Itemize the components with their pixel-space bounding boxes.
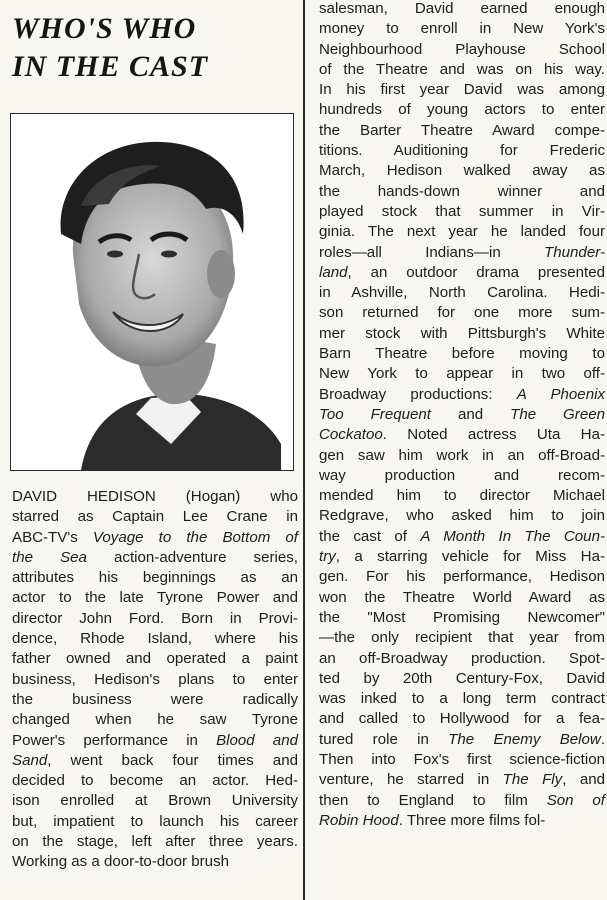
text-line (319, 80, 605, 100)
body-text: , went back four times and (47, 751, 298, 769)
body-text: Working as a door-to-door brush (12, 853, 230, 871)
body-text: salesman, David earned enough (319, 0, 605, 17)
body-text: father owned and operated a paint (12, 650, 298, 668)
body-text: In his first year David was among (319, 81, 605, 99)
body-text: but, impatient to launch his career (12, 812, 298, 830)
text-line (319, 60, 605, 80)
body-text: played stock that summer in Vir- (319, 202, 605, 220)
body-text: . Noted actress Uta Ha- (382, 426, 605, 444)
column-divider (303, 0, 305, 900)
body-text: , and (562, 771, 606, 789)
body-text: the Barter Theatre Award compe- (319, 121, 605, 139)
body-text: an off-Broadway production. Spot- (319, 649, 605, 667)
text-line (319, 100, 605, 120)
body-text: ginia. The next year he landed four (319, 223, 605, 241)
text-line (319, 791, 605, 811)
body-text: was inked to a long term contract (319, 690, 605, 708)
text-line (319, 344, 605, 364)
italic-title-text: try (319, 548, 336, 566)
text-line (319, 527, 605, 547)
left-article-column (12, 487, 298, 873)
text-line (12, 751, 298, 771)
text-line (12, 609, 298, 629)
text-line (12, 670, 298, 690)
italic-title-text: Too Frequent (319, 405, 431, 423)
text-line (319, 689, 605, 709)
text-line (319, 750, 605, 770)
text-line (319, 425, 605, 445)
body-text: Broadway productions: (319, 385, 517, 403)
text-line (12, 771, 298, 791)
body-text: in Ashville, North Carolina. Hedi- (319, 284, 605, 302)
text-line (319, 19, 605, 39)
italic-title-text: Blood and (216, 731, 298, 749)
body-text: the business were radically (12, 690, 298, 708)
body-text: and (431, 405, 511, 423)
body-text: ison enrolled at Brown University (12, 792, 298, 810)
text-line (12, 812, 298, 832)
body-text: the "Most Promising Newcomer" (319, 608, 605, 626)
body-text: , an outdoor drama presented (347, 263, 605, 281)
body-text: Barn Theatre before moving to (319, 345, 605, 363)
body-text: starred as Captain Lee Crane in (12, 508, 298, 526)
text-line (319, 202, 605, 222)
body-text: March, Hedison walked away as (319, 162, 605, 180)
italic-title-text: Sand (12, 751, 48, 769)
text-line (319, 608, 605, 628)
text-line (319, 263, 605, 283)
text-line (319, 446, 605, 466)
body-text: —the only recipient that year from (319, 629, 605, 647)
text-line (319, 283, 605, 303)
text-line (12, 710, 298, 730)
italic-title-text: Robin Hood (319, 811, 399, 829)
body-text: then to England to film (319, 791, 547, 809)
text-line (319, 182, 605, 202)
italic-title-text: A Month In The Coun- (420, 527, 605, 545)
text-line (12, 507, 298, 527)
text-line (319, 486, 605, 506)
text-line (319, 222, 605, 242)
body-text: actor to the late Tyrone Power and (12, 589, 298, 607)
text-line (319, 40, 605, 60)
text-line (319, 567, 605, 587)
body-text: , a starring vehicle for Miss Ha- (335, 548, 605, 566)
text-line (319, 324, 605, 344)
text-line (12, 649, 298, 669)
body-text: the cast of (319, 527, 421, 545)
body-text: son returned for one more sum- (319, 304, 605, 322)
text-line (319, 405, 605, 425)
text-line (319, 649, 605, 669)
body-text: the hands-down winner and (319, 182, 605, 200)
heading-line-2: IN THE CAST (12, 50, 209, 83)
body-text: venture, he starred in (319, 771, 503, 789)
text-line (319, 506, 605, 526)
body-text: DAVID HEDISON (Hogan) who (12, 488, 298, 505)
text-line (12, 832, 298, 852)
italic-title-text: Thunder- (544, 243, 605, 261)
body-text: of the Theatre and was on his way. (319, 60, 605, 78)
body-text: Redgrave, who asked him to join (319, 507, 605, 525)
headshot-photo (10, 113, 294, 471)
body-text: mended him to director Michael (319, 487, 605, 505)
body-text: . Three more films fol- (398, 811, 546, 829)
text-line (12, 548, 298, 568)
text-line (319, 730, 605, 750)
body-text: . (600, 730, 606, 748)
text-line (319, 243, 605, 263)
body-text: director John Ford. Born in Provi- (12, 609, 298, 627)
body-text: way production and recom- (319, 466, 605, 484)
text-line (319, 303, 605, 323)
body-text: titions. Auditioning for Frederic (319, 142, 605, 160)
body-text: business, Hedison's plans to enter (12, 670, 298, 688)
body-text: Neighbourhood Playhouse School (319, 40, 605, 58)
italic-title-text: The Green (510, 405, 606, 423)
text-line (12, 791, 298, 811)
body-text: Power's performance in (12, 731, 217, 749)
text-line (319, 141, 605, 161)
text-line (319, 709, 605, 729)
italic-title-text: land (319, 263, 348, 281)
text-line (12, 690, 298, 710)
text-line (319, 669, 605, 689)
body-text: attributes his beginnings as an (12, 569, 298, 587)
text-line (12, 588, 298, 608)
text-line (12, 731, 298, 751)
italic-title-text: A Phoenix (516, 385, 606, 403)
italic-title-text: The Fly (502, 771, 563, 789)
body-text: Then into Fox's first science-fiction (319, 750, 605, 768)
text-line (12, 487, 298, 507)
text-line (12, 528, 298, 548)
text-line (12, 568, 298, 588)
italic-title-text: Son of (546, 791, 606, 809)
text-line (319, 121, 605, 141)
text-line (319, 385, 605, 405)
body-text: action-adventure series, (86, 548, 298, 566)
body-text: ABC-TV's (12, 528, 93, 546)
text-line (319, 547, 605, 567)
body-text: tured role in (319, 730, 449, 748)
body-text: on the stage, left after three years. (12, 833, 298, 851)
body-text: roles—all Indians—in (319, 243, 545, 261)
text-line (319, 161, 605, 181)
body-text: decided to become an actor. Hed- (12, 772, 298, 790)
body-text: ted by 20th Century-Fox, David (319, 669, 605, 687)
text-line (319, 364, 605, 384)
body-text: gen. For his performance, Hedison (319, 568, 605, 586)
body-text: New York to appear in two off- (319, 365, 605, 383)
text-line (319, 588, 605, 608)
body-text: changed when he saw Tyrone (12, 711, 298, 729)
text-line (12, 629, 298, 649)
body-text: money to enroll in New York's (319, 20, 605, 38)
italic-title-text: the Sea (12, 548, 87, 566)
italic-title-text: Cockatoo (319, 426, 383, 444)
text-line (319, 628, 605, 648)
body-text: dence, Rhode Island, where his (12, 630, 298, 648)
body-text: mer stock with Pittsburgh's White (319, 324, 605, 342)
right-article-column (319, 0, 605, 831)
body-text: and called to Hollywood for a fea- (319, 710, 605, 728)
portrait-illustration (11, 114, 293, 470)
text-line (319, 466, 605, 486)
body-text: hundreds of young actors to enter (319, 101, 605, 119)
heading-line-1: WHO'S WHO (12, 12, 197, 45)
body-text: won the Theatre World Award as (319, 588, 605, 606)
italic-title-text: The Enemy Below (448, 730, 601, 748)
italic-title-text: Voyage to the Bottom of (92, 528, 298, 546)
page-heading (12, 10, 292, 86)
text-line (12, 852, 298, 872)
text-line (319, 811, 605, 831)
text-line (319, 770, 605, 790)
text-line (319, 0, 605, 19)
body-text: gen saw him work in an off-Broad- (319, 446, 605, 464)
